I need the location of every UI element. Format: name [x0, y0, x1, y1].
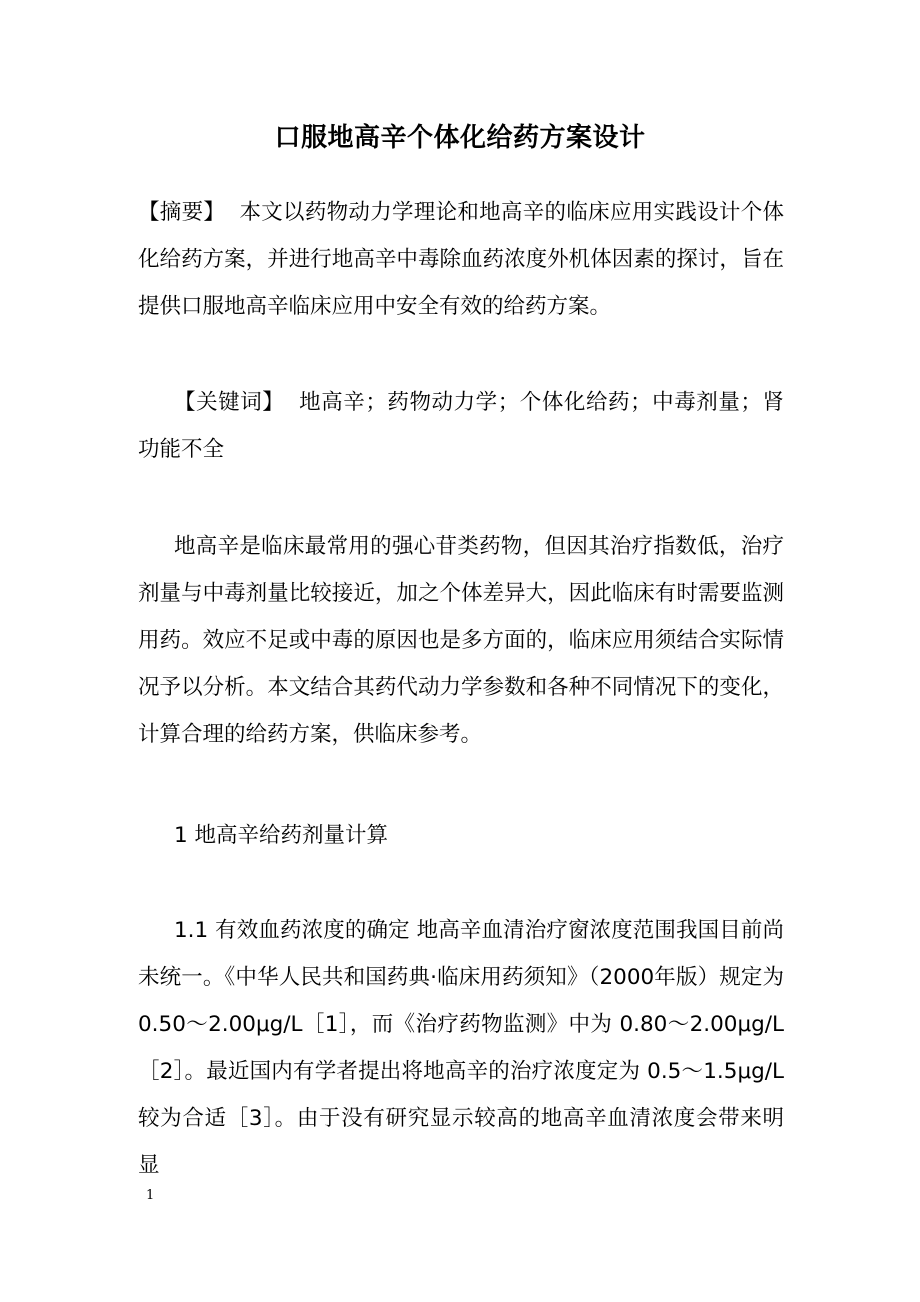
keywords-text: 地高辛；药物动力学；个体化给药；中毒剂量；肾功能不全	[138, 390, 784, 462]
subsection-paragraph: 1.1 有效血药浓度的确定 地高辛血清治疗窗浓度范围我国目前尚未统一。《中华人民共和国药典·临床用药须知》（2000年版）规定为 0.50～2.00μg/L［1］，而《治疗药物监测》中为 0.80～2.00μg/L［2］。最近国内有学者提出将地高辛的治疗浓度定为 0.5～1.5μg/L 较为合适［3］。由于没有研究显示较高的地高辛血清浓度会带来明显	[138, 918, 784, 1178]
section-heading: 1 地高辛给药剂量计算	[174, 823, 389, 848]
page-number: 1	[146, 1188, 155, 1203]
keywords-paragraph	[138, 379, 784, 473]
abstract-text: 本文以药物动力学理论和地高辛的临床应用实践设计个体化给药方案，并进行地高辛中毒除血药浓度外机体因素的探讨，旨在提供口服地高辛临床应用中安全有效的给药方案。	[138, 200, 784, 319]
document-title: 口服地高辛个体化给药方案设计	[274, 123, 646, 153]
abstract-paragraph	[138, 189, 784, 330]
abstract-label: 【摘要】	[138, 200, 226, 225]
intro-paragraph: 地高辛是临床最常用的强心苷类药物，但因其治疗指数低，治疗剂量与中毒剂量比较接近，加之个体差异大，因此临床有时需要监测用药。效应不足或中毒的原因也是多方面的，临床应用须结合实际情况予以分析。本文结合其药代动力学参数和各种不同情况下的变化，计算合理的给药方案，供临床参考。	[138, 534, 784, 747]
keywords-label: 【关键词】	[174, 390, 285, 415]
